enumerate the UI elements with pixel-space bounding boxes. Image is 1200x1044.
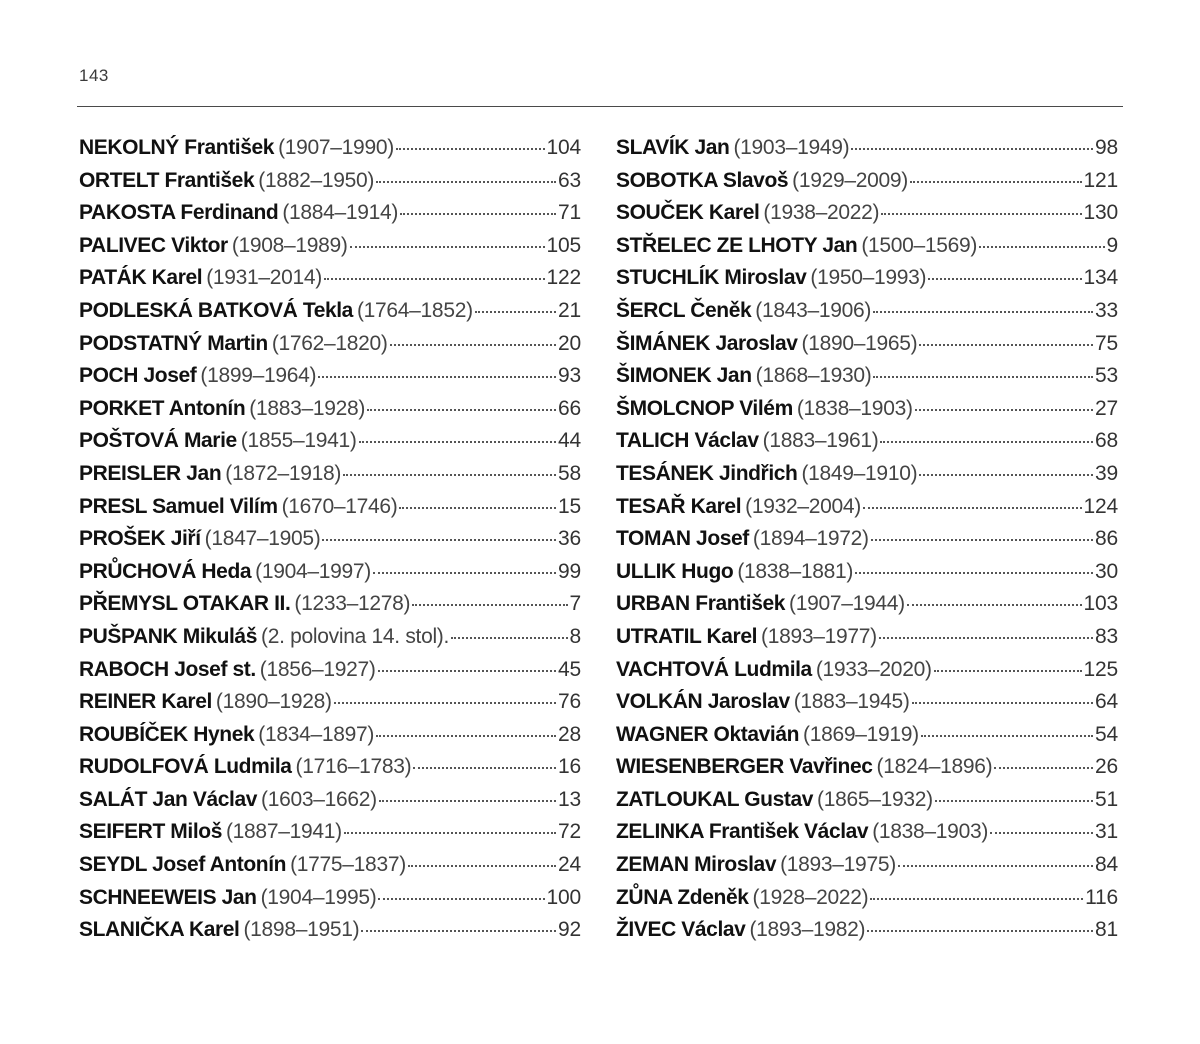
entry-page-number: 31 (1095, 820, 1118, 844)
index-entry (79, 686, 581, 719)
index-entry (616, 458, 1118, 491)
index-entry (79, 523, 581, 556)
dot-leader (373, 572, 556, 574)
entry-page-number: 72 (558, 820, 581, 844)
entry-name: ROUBÍČEK Hynek (79, 722, 255, 746)
entry-dates: (1838–1903) (872, 820, 989, 844)
dot-leader (921, 735, 1093, 737)
entry-name: PRŮCHOVÁ Heda (79, 559, 252, 583)
entry-dates: (1893–1977) (761, 624, 877, 648)
dot-leader (399, 507, 556, 509)
entry-page-number: 7 (569, 592, 581, 616)
entry-page-number: 26 (1095, 755, 1118, 779)
entry-name: POCH Josef (79, 364, 197, 388)
entry-dates: (1933–2020) (815, 657, 932, 681)
entry-dates: (1893–1982) (749, 918, 866, 942)
entry-page-number: 105 (546, 233, 581, 257)
entry-page-number: 125 (1083, 657, 1118, 681)
index-entry (79, 425, 581, 458)
entry-name: TOMAN Josef (616, 527, 749, 551)
dot-leader (378, 898, 544, 900)
index-entry (616, 295, 1118, 328)
entry-page-number: 28 (558, 722, 581, 746)
entry-name: PREISLER Jan (79, 461, 222, 485)
entry-page-number: 92 (558, 918, 581, 942)
entry-page-number: 27 (1095, 396, 1118, 420)
entry-name: ZATLOUKAL Gustav (616, 787, 813, 811)
dot-leader (863, 507, 1082, 509)
entry-dates: (1903–1949) (733, 136, 850, 159)
entry-page-number: 86 (1095, 527, 1118, 551)
entry-page-number: 68 (1095, 429, 1118, 453)
entry-page-number: 53 (1095, 364, 1118, 388)
entry-name: PUŠPANK Mikuláš (79, 624, 257, 648)
index-entry (616, 751, 1118, 784)
dot-leader (935, 800, 1093, 802)
entry-name: SALÁT Jan Václav (79, 787, 258, 811)
entry-dates: (1898–1951) (243, 918, 360, 942)
entry-dates: (1764–1852) (356, 298, 473, 322)
entry-page-number: 99 (558, 559, 581, 583)
entry-page-number: 21 (558, 298, 581, 322)
entry-dates: (1716–1783) (295, 755, 412, 779)
entry-name: NEKOLNÝ František (79, 136, 275, 159)
dot-leader (867, 930, 1093, 932)
entry-name: ZELINKA František Václav (616, 820, 869, 844)
dot-leader (400, 213, 556, 215)
entry-name: ZŮNA Zdeněk (616, 885, 749, 909)
dot-leader (855, 572, 1093, 574)
entry-name: RABOCH Josef st. (79, 657, 256, 681)
entry-name: ŠMOLCNOP Vilém (616, 396, 793, 420)
entry-name: ULLIK Hugo (616, 559, 734, 583)
entry-dates: (1883–1928) (249, 396, 366, 420)
entry-page-number: 121 (1083, 168, 1118, 192)
entry-dates: (1904–1997) (255, 559, 371, 583)
entry-dates: (1775–1837) (290, 853, 406, 877)
entry-name: PATÁK Karel (79, 266, 203, 290)
entry-dates: (1670–1746) (281, 494, 398, 518)
dot-leader (871, 539, 1093, 541)
entry-page-number: 93 (558, 364, 581, 388)
dot-leader (376, 181, 556, 183)
entry-page-number: 98 (1095, 136, 1118, 159)
dot-leader (412, 604, 567, 606)
entry-page-number: 9 (1106, 233, 1118, 257)
index-entry (616, 621, 1118, 654)
entry-dates: (1847–1905) (204, 527, 321, 551)
index-entry (79, 165, 581, 198)
index-entry (79, 556, 581, 589)
entry-page-number: 44 (558, 429, 581, 453)
entry-dates: (1603–1662) (261, 787, 377, 811)
entry-name: ŠIMONEK Jan (616, 364, 752, 388)
entry-dates: (1928–2022) (752, 885, 869, 909)
entry-page-number: 8 (569, 624, 581, 648)
entry-dates: (1931–2014) (206, 266, 322, 290)
entry-dates: (1855–1941) (240, 429, 357, 453)
entry-dates: (1872–1918) (225, 461, 342, 485)
entry-page-number: 20 (558, 331, 581, 355)
dot-leader (873, 376, 1093, 378)
index-entry (79, 328, 581, 361)
entry-dates: (1838–1903) (796, 396, 913, 420)
entry-name: PROŠEK Jiří (79, 527, 201, 551)
entry-name: WAGNER Oktavián (616, 722, 800, 746)
index-entry (616, 556, 1118, 589)
entry-dates: (1929–2009) (792, 168, 908, 192)
entry-name: TESAŘ Karel (616, 494, 742, 518)
entry-page-number: 75 (1095, 331, 1118, 355)
entry-page-number: 30 (1095, 559, 1118, 583)
entry-name: SCHNEEWEIS Jan (79, 885, 257, 909)
dot-leader (396, 148, 545, 150)
index-entry (79, 914, 581, 947)
entry-dates: (2. polovina 14. stol). (261, 624, 450, 648)
index-entry (616, 654, 1118, 687)
index-entry (616, 360, 1118, 393)
entry-dates: (1500–1569) (861, 233, 978, 257)
entry-dates: (1883–1945) (793, 690, 910, 714)
index-entry (79, 849, 581, 882)
entry-page-number: 24 (558, 853, 581, 877)
entry-page-number: 71 (558, 201, 581, 225)
entry-dates: (1932–2004) (745, 494, 861, 518)
entry-dates: (1762–1820) (271, 331, 388, 355)
entry-name: STŘELEC ZE LHOTY Jan (616, 233, 858, 257)
entry-name: VACHTOVÁ Ludmila (616, 657, 812, 681)
entry-dates: (1907–1944) (789, 592, 905, 616)
index-entry (79, 458, 581, 491)
entry-name: SOUČEK Karel (616, 201, 760, 225)
index-entry (616, 165, 1118, 198)
entry-page-number: 36 (558, 527, 581, 551)
index-entry (79, 295, 581, 328)
entry-page-number: 58 (558, 461, 581, 485)
dot-leader (451, 637, 567, 639)
dot-leader (408, 865, 556, 867)
dot-leader (367, 409, 556, 411)
dot-leader (873, 311, 1093, 313)
entry-dates: (1233–1278) (294, 592, 411, 616)
entry-dates: (1834–1897) (258, 722, 375, 746)
dot-leader (990, 832, 1093, 834)
entry-name: ŽIVEC Václav (616, 918, 746, 942)
index-entry (616, 686, 1118, 719)
index-entry (79, 262, 581, 295)
entry-dates: (1894–1972) (752, 527, 869, 551)
entry-name: URBAN František (616, 592, 786, 616)
entry-dates: (1893–1975) (780, 853, 896, 877)
entry-name: REINER Karel (79, 690, 212, 714)
index-entry (79, 621, 581, 654)
index-entry (79, 132, 581, 165)
entry-page-number: 83 (1095, 624, 1118, 648)
entry-name: TESÁNEK Jindřich (616, 461, 798, 485)
entry-name: TALICH Václav (616, 429, 759, 453)
entry-name: SLAVÍK Jan (616, 136, 730, 159)
entry-dates: (1838–1881) (737, 559, 854, 583)
dot-leader (934, 670, 1082, 672)
entry-page-number: 51 (1095, 787, 1118, 811)
entry-name: WIESENBERGER Vavřinec (616, 755, 873, 779)
entry-name: SEIFERT Miloš (79, 820, 222, 844)
index-entry (616, 393, 1118, 426)
index-entry (616, 523, 1118, 556)
dot-leader (910, 181, 1082, 183)
entry-page-number: 134 (1083, 266, 1118, 290)
index-entry (79, 751, 581, 784)
entry-page-number: 130 (1083, 201, 1118, 225)
entry-page-number: 76 (558, 690, 581, 714)
entry-name: PODSTATNÝ Martin (79, 331, 268, 355)
index-entry (616, 132, 1118, 165)
index-entry (79, 393, 581, 426)
index-entry (79, 491, 581, 524)
header-rule (77, 106, 1123, 107)
dot-leader (898, 865, 1093, 867)
dot-leader (881, 213, 1081, 215)
dot-leader (322, 539, 556, 541)
index-entry (616, 588, 1118, 621)
entry-dates: (1868–1930) (755, 364, 872, 388)
dot-leader (851, 148, 1093, 150)
index-entry (79, 230, 581, 263)
entry-dates: (1938–2022) (763, 201, 880, 225)
entry-page-number: 63 (558, 168, 581, 192)
entry-name: PŘEMYSL OTAKAR II. (79, 592, 291, 616)
index-column-right (616, 132, 1118, 947)
entry-page-number: 122 (546, 266, 581, 290)
dot-leader (879, 637, 1093, 639)
entry-page-number: 84 (1095, 853, 1118, 877)
index-entry (616, 425, 1118, 458)
entry-name: POŠTOVÁ Marie (79, 429, 237, 453)
entry-name: STUCHLÍK Miroslav (616, 266, 807, 290)
entry-dates: (1907–1990) (278, 136, 394, 159)
index-entry (79, 882, 581, 915)
entry-dates: (1843–1906) (755, 298, 872, 322)
entry-page-number: 104 (546, 136, 581, 159)
entry-name: SEYDL Josef Antonín (79, 853, 287, 877)
dot-leader (378, 670, 556, 672)
entry-page-number: 54 (1095, 722, 1118, 746)
entry-page-number: 64 (1095, 690, 1118, 714)
dot-leader (919, 344, 1093, 346)
entry-page-number: 13 (558, 787, 581, 811)
entry-page-number: 103 (1083, 592, 1118, 616)
dot-leader (907, 604, 1082, 606)
entry-name: PODLESKÁ BATKOVÁ Tekla (79, 298, 353, 322)
entry-dates: (1869–1919) (803, 722, 919, 746)
dot-leader (379, 800, 556, 802)
index-entry (616, 197, 1118, 230)
entry-page-number: 124 (1083, 494, 1118, 518)
index-entry (79, 588, 581, 621)
dot-leader (413, 767, 556, 769)
entry-dates: (1856–1927) (259, 657, 376, 681)
entry-page-number: 66 (558, 396, 581, 420)
entry-name: ZEMAN Miroslav (616, 853, 777, 877)
entry-dates: (1908–1989) (231, 233, 348, 257)
index-entry (616, 491, 1118, 524)
dot-leader (912, 702, 1093, 704)
entry-dates: (1950–1993) (810, 266, 927, 290)
index-entry (79, 360, 581, 393)
entry-dates: (1899–1964) (200, 364, 317, 388)
dot-leader (318, 376, 556, 378)
dot-leader (390, 344, 556, 346)
dot-leader (361, 930, 556, 932)
entry-dates: (1887–1941) (225, 820, 342, 844)
page-number: 143 (79, 66, 109, 85)
entry-name: PRESL Samuel Vilím (79, 494, 278, 518)
entry-name: PORKET Antonín (79, 396, 246, 420)
index-entry (79, 719, 581, 752)
dot-leader (344, 832, 556, 834)
index-column-left (79, 132, 581, 947)
entry-name: ŠIMÁNEK Jaroslav (616, 331, 798, 355)
entry-dates: (1890–1965) (801, 331, 918, 355)
entry-dates: (1884–1914) (282, 201, 399, 225)
dot-leader (334, 702, 556, 704)
entry-page-number: 45 (558, 657, 581, 681)
dot-leader (376, 735, 556, 737)
entry-name: SLANIČKA Karel (79, 918, 240, 942)
dot-leader (979, 246, 1104, 248)
index-entry (616, 230, 1118, 263)
dot-leader (880, 441, 1093, 443)
index-entry (79, 784, 581, 817)
index-entry (616, 262, 1118, 295)
index-entry (79, 654, 581, 687)
entry-name: SOBOTKA Slavoš (616, 168, 789, 192)
dot-leader (475, 311, 556, 313)
index-entry (616, 914, 1118, 947)
entry-name: PALIVEC Viktor (79, 233, 228, 257)
entry-page-number: 81 (1095, 918, 1118, 942)
entry-dates: (1904–1995) (260, 885, 377, 909)
dot-leader (915, 409, 1093, 411)
dot-leader (359, 441, 556, 443)
entry-dates: (1882–1950) (258, 168, 375, 192)
entry-dates: (1849–1910) (801, 461, 918, 485)
index-entry (79, 197, 581, 230)
index-entry (79, 816, 581, 849)
entry-dates: (1865–1932) (817, 787, 933, 811)
dot-leader (928, 278, 1081, 280)
entry-dates: (1890–1928) (215, 690, 332, 714)
index-entry (616, 784, 1118, 817)
index-entry (616, 849, 1118, 882)
entry-name: ORTELT František (79, 168, 255, 192)
index-entry (616, 882, 1118, 915)
index-entry (616, 816, 1118, 849)
entry-page-number: 116 (1085, 885, 1118, 909)
index-entry (616, 328, 1118, 361)
dot-leader (994, 767, 1093, 769)
entry-name: RUDOLFOVÁ Ludmila (79, 755, 292, 779)
index-entry (616, 719, 1118, 752)
dot-leader (919, 474, 1093, 476)
entry-page-number: 16 (558, 755, 581, 779)
entry-page-number: 15 (558, 494, 581, 518)
entry-page-number: 100 (546, 885, 581, 909)
entry-page-number: 33 (1095, 298, 1118, 322)
entry-dates: (1824–1896) (876, 755, 993, 779)
entry-name: UTRATIL Karel (616, 624, 758, 648)
dot-leader (343, 474, 556, 476)
dot-leader (870, 898, 1083, 900)
entry-name: PAKOSTA Ferdinand (79, 201, 279, 225)
entry-dates: (1883–1961) (762, 429, 879, 453)
dot-leader (350, 246, 545, 248)
dot-leader (324, 278, 545, 280)
entry-page-number: 39 (1095, 461, 1118, 485)
entry-name: VOLKÁN Jaroslav (616, 690, 790, 714)
entry-name: ŠERCL Čeněk (616, 298, 752, 322)
